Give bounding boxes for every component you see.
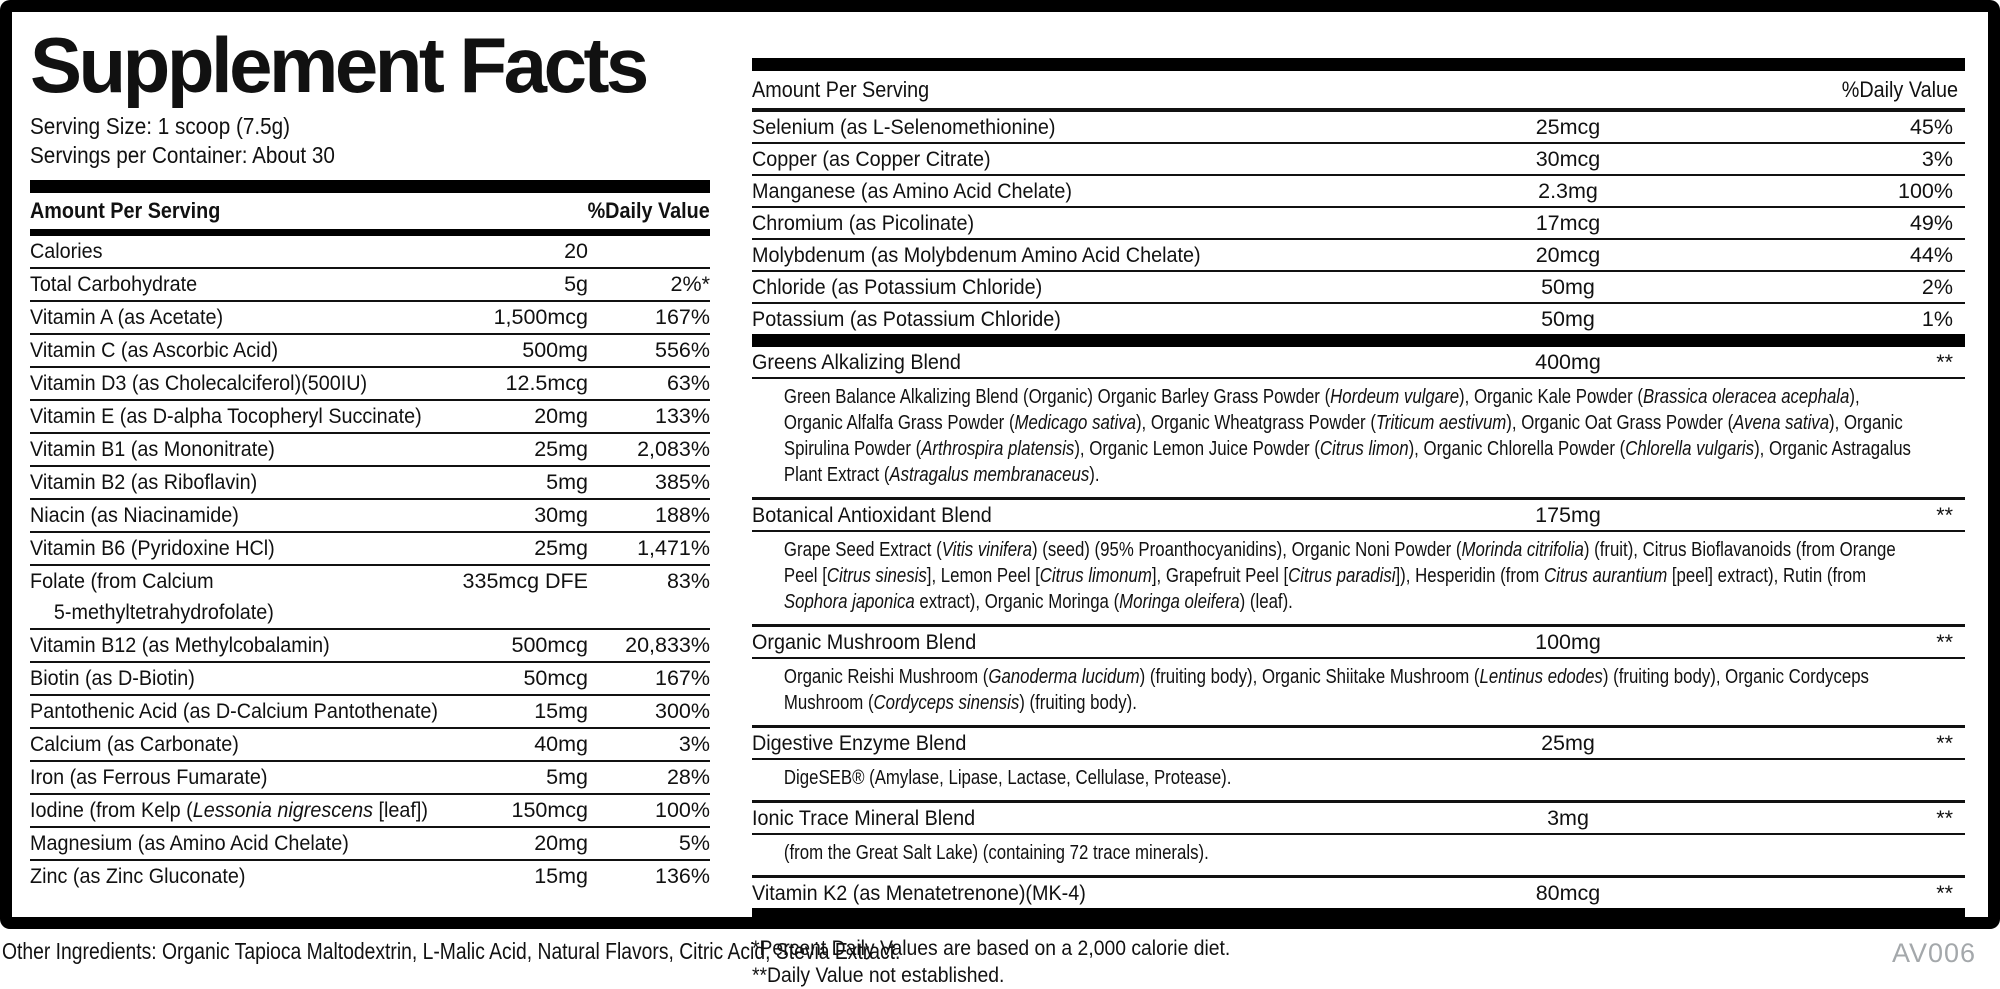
table-row — [752, 208, 1965, 240]
right-table-header — [752, 71, 1965, 112]
divider-bar-medium — [30, 229, 710, 236]
nutrient-amount: 25mg — [534, 437, 588, 461]
footnote-dv-not-established: **Daily Value not established. — [752, 963, 1005, 987]
left-column — [30, 12, 710, 917]
table-row — [30, 533, 710, 566]
daily-value-header: %Daily Value — [587, 198, 710, 223]
blend-header-row — [752, 347, 1965, 379]
nutrient-amount: 1,500mcg — [493, 305, 588, 329]
nutrient-amount: 5g — [564, 272, 588, 296]
divider-bar-thick — [752, 908, 1965, 926]
blend-table — [752, 347, 1965, 908]
servings-per-container: Servings per Container: About 30 — [30, 142, 335, 168]
nutrient-daily-value: 2% — [1921, 275, 1953, 299]
nutrient-amount: 2.3mg — [1538, 179, 1598, 203]
nutrient-amount: 30mcg — [1535, 147, 1601, 171]
nutrient-amount: 20mg — [534, 404, 588, 428]
blend-amount: 400mg — [1535, 350, 1601, 374]
serving-info — [30, 112, 710, 170]
footnote-daily-values: *Percent Daily Values are based on a 2,000 calorie diet. — [752, 936, 1231, 960]
footnotes — [752, 935, 1965, 989]
table-row — [30, 696, 710, 729]
nutrient-amount: 17mcg — [1535, 211, 1601, 235]
nutrient-amount: 50mcg — [523, 666, 588, 690]
table-row — [30, 762, 710, 795]
nutrient-daily-value: 167% — [655, 305, 710, 329]
blend-header-row — [752, 728, 1965, 760]
blend-amount: 80mcg — [1535, 881, 1601, 905]
nutrient-amount: 20mg — [534, 831, 588, 855]
blend-daily-value: ** — [1936, 503, 1953, 527]
blend-daily-value: ** — [1936, 630, 1953, 654]
nutrient-daily-value: 28% — [666, 765, 710, 789]
table-row — [30, 828, 710, 861]
nutrient-name: Biotin (as D-Biotin) — [30, 666, 195, 690]
table-row — [30, 795, 710, 828]
nutrient-amount: 50mg — [1541, 307, 1595, 331]
nutrient-daily-value: 2%* — [670, 272, 710, 296]
nutrient-name: Vitamin B1 (as Mononitrate) — [30, 437, 275, 461]
nutrient-name: Calcium (as Carbonate) — [30, 732, 239, 756]
nutrient-amount: 500mg — [522, 338, 588, 362]
blend-header-row — [752, 627, 1965, 659]
nutrient-daily-value: 167% — [655, 666, 710, 690]
nutrient-amount: 500mcg — [511, 633, 588, 657]
nutrient-daily-value: 3% — [1921, 147, 1953, 171]
nutrient-daily-value: 63% — [666, 371, 710, 395]
nutrient-daily-value: 136% — [655, 864, 710, 888]
nutrient-daily-value: 44% — [1909, 243, 1953, 267]
nutrient-daily-value: 100% — [655, 798, 710, 822]
blend-name: Digestive Enzyme Blend — [752, 731, 967, 755]
nutrient-daily-value: 385% — [655, 470, 710, 494]
table-row — [30, 302, 710, 335]
nutrient-amount: 25mcg — [1535, 115, 1601, 139]
nutrient-name: Zinc (as Zinc Gluconate) — [30, 864, 246, 888]
nutrient-name: Folate (from Calcium 5-methyltetrahydrofolate) — [30, 566, 405, 628]
blend-section — [752, 347, 1965, 500]
table-row — [30, 467, 710, 500]
nutrient-amount: 20mcg — [1535, 243, 1601, 267]
nutrient-amount: 20 — [564, 239, 588, 263]
nutrient-name: Vitamin B6 (Pyridoxine HCl) — [30, 536, 275, 560]
nutrient-daily-value: 1% — [1921, 307, 1953, 331]
nutrient-daily-value: 45% — [1909, 115, 1953, 139]
nutrient-name: Molybdenum (as Molybdenum Amino Acid Chelate) — [752, 243, 1201, 267]
nutrient-name: Copper (as Copper Citrate) — [752, 147, 991, 171]
blend-amount: 175mg — [1535, 503, 1601, 527]
table-row — [752, 144, 1965, 176]
blend-name: Botanical Antioxidant Blend — [752, 503, 992, 527]
nutrient-amount: 5mg — [546, 765, 588, 789]
nutrient-daily-value: 100% — [1898, 179, 1953, 203]
nutrient-name: Vitamin C (as Ascorbic Acid) — [30, 338, 279, 362]
nutrient-daily-value: 133% — [655, 404, 710, 428]
nutrient-name-line2: 5-methyltetrahydrofolate) — [53, 600, 274, 624]
nutrient-amount: 15mg — [534, 864, 588, 888]
table-row — [30, 434, 710, 467]
nutrient-daily-value: 1,471% — [637, 536, 710, 560]
table-row — [30, 861, 710, 892]
table-row — [752, 176, 1965, 208]
table-row — [752, 272, 1965, 304]
table-row — [30, 500, 710, 533]
table-row — [30, 368, 710, 401]
nutrient-name: Vitamin D3 (as Cholecalciferol)(500IU) — [30, 371, 368, 395]
blend-section — [752, 627, 1965, 728]
daily-value-header: %Daily Value — [1841, 77, 1958, 102]
nutrient-daily-value: 49% — [1909, 211, 1953, 235]
blend-name: Ionic Trace Mineral Blend — [752, 806, 976, 830]
nutrient-daily-value: 20,833% — [625, 633, 710, 657]
amount-per-serving-header: Amount Per Serving — [30, 198, 221, 223]
nutrient-amount: 50mg — [1541, 275, 1595, 299]
blend-section — [752, 500, 1965, 627]
blend-header-row — [752, 878, 1965, 908]
footer-code: AV006 — [1891, 938, 1976, 968]
blend-description: DigeSEB® (Amylase, Lipase, Lactase, Cellulase, Protease). — [783, 767, 1232, 789]
serving-size: Serving Size: 1 scoop (7.5g) — [30, 113, 291, 139]
table-row — [30, 663, 710, 696]
blend-description: Organic Reishi Mushroom (Ganoderma lucidum) (fruiting body), Organic Shiitake Mushroom (Lentinus edodes) (fruiting body), Organic Cordyceps Mushroom (Cordyceps sinensis) (fruiting body). — [783, 666, 1869, 714]
table-row — [30, 401, 710, 434]
nutrient-amount: 335mcg DFE — [462, 569, 588, 593]
page-title: Supplement Facts — [30, 21, 646, 109]
blend-daily-value: ** — [1936, 806, 1953, 830]
divider-bar-thick — [752, 334, 1965, 347]
nutrient-name: Vitamin B12 (as Methylcobalamin) — [30, 633, 330, 657]
nutrient-name: Chromium (as Picolinate) — [752, 211, 975, 235]
nutrient-name: Chloride (as Potassium Chloride) — [752, 275, 1043, 299]
nutrient-name: Calories — [30, 239, 103, 263]
left-nutrient-table — [30, 236, 710, 892]
table-row — [30, 269, 710, 302]
blend-description: (from the Great Salt Lake) (containing 72 trace minerals). — [783, 842, 1209, 864]
nutrient-name: Total Carbohydrate — [30, 272, 198, 296]
table-row — [752, 112, 1965, 144]
table-row — [30, 630, 710, 663]
nutrient-name: Iron (as Ferrous Fumarate) — [30, 765, 268, 789]
table-row — [30, 566, 710, 630]
nutrient-daily-value: 5% — [678, 831, 710, 855]
nutrient-amount: 30mg — [534, 503, 588, 527]
nutrient-name: Vitamin B2 (as Riboflavin) — [30, 470, 258, 494]
blend-amount: 25mg — [1541, 731, 1595, 755]
left-table-header — [30, 193, 710, 229]
divider-bar-thick — [30, 180, 710, 193]
nutrient-name: Vitamin A (as Acetate) — [30, 305, 224, 329]
nutrient-name: Manganese (as Amino Acid Chelate) — [752, 179, 1072, 203]
nutrient-amount: 150mcg — [511, 798, 588, 822]
nutrient-daily-value: 556% — [655, 338, 710, 362]
nutrient-name: Magnesium (as Amino Acid Chelate) — [30, 831, 349, 855]
blend-header-row — [752, 500, 1965, 532]
nutrient-amount: 12.5mcg — [505, 371, 588, 395]
blend-name: Vitamin K2 (as Menatetrenone)(MK-4) — [752, 881, 1086, 905]
nutrient-daily-value: 3% — [678, 732, 710, 756]
nutrient-amount: 40mg — [534, 732, 588, 756]
table-row — [30, 335, 710, 368]
blend-daily-value: ** — [1936, 731, 1953, 755]
blend-header-row — [752, 803, 1965, 835]
nutrient-name: Vitamin E (as D-alpha Tocopheryl Succinate) — [30, 404, 422, 428]
nutrient-name: Iodine (from Kelp (Lessonia nigrescens [leaf]) — [30, 798, 429, 822]
nutrient-name: Niacin (as Niacinamide) — [30, 503, 239, 527]
nutrient-name: Potassium (as Potassium Chloride) — [752, 307, 1061, 331]
nutrient-name: Selenium (as L-Selenomethionine) — [752, 115, 1056, 139]
blend-section — [752, 803, 1965, 878]
blend-description: Grape Seed Extract (Vitis vinifera) (seed) (95% Proanthocyanidins), Organic Noni Powder (Morinda citrifolia) (fruit), Citrus Bioflavanoids (from Orange Peel [Citrus sinesis], Lemon Peel [Citrus limonum], Grapefruit Peel [Citrus paradisi]), Hesperidin (from Citrus aurantium [peel] extract), Rutin (from Sophora japonica extract), Organic Moringa (Moringa oleifera) (leaf). — [783, 539, 1896, 613]
table-row — [752, 304, 1965, 334]
nutrient-daily-value: 83% — [666, 569, 710, 593]
nutrient-amount: 25mg — [534, 536, 588, 560]
nutrient-amount: 15mg — [534, 699, 588, 723]
nutrient-daily-value: 2,083% — [637, 437, 710, 461]
nutrient-amount: 5mg — [546, 470, 588, 494]
right-nutrient-table — [752, 112, 1965, 334]
table-row — [752, 240, 1965, 272]
blend-name: Greens Alkalizing Blend — [752, 350, 961, 374]
table-row — [30, 236, 710, 269]
blend-name: Organic Mushroom Blend — [752, 630, 977, 654]
amount-per-serving-header: Amount Per Serving — [752, 77, 930, 102]
nutrient-daily-value: 188% — [655, 503, 710, 527]
blend-daily-value: ** — [1936, 350, 1953, 374]
blend-section — [752, 878, 1965, 908]
nutrient-name: Pantothenic Acid (as D-Calcium Pantothenate) — [30, 699, 438, 723]
nutrient-daily-value: 300% — [655, 699, 710, 723]
blend-amount: 3mg — [1547, 806, 1589, 830]
table-row — [30, 729, 710, 762]
blend-description: Green Balance Alkalizing Blend (Organic) Organic Barley Grass Powder (Hordeum vulgare), Organic Kale Powder (Brassica oleracea acephala), Organic Alfalfa Grass Powder (Medicago sativa), Organic Wheatgrass Powder (Triticum aestivum), Organic Oat Grass Powder (Avena sativa), Organic Spirulina Powder (Arthrospira platensis), Organic Lemon Juice Powder (Citrus limon), Organic Chlorella Powder (Chlorella vulgaris), Organic Astragalus Plant Extract (Astragalus membranaceus). — [783, 386, 1911, 486]
blend-section — [752, 728, 1965, 803]
blend-amount: 100mg — [1535, 630, 1601, 654]
other-ingredients: Other Ingredients: Organic Tapioca Maltodextrin, L-Malic Acid, Natural Flavors, Citric Acid, Stevia Extract. — [2, 938, 901, 964]
divider-bar-thick — [752, 58, 1965, 71]
blend-daily-value: ** — [1936, 881, 1953, 905]
